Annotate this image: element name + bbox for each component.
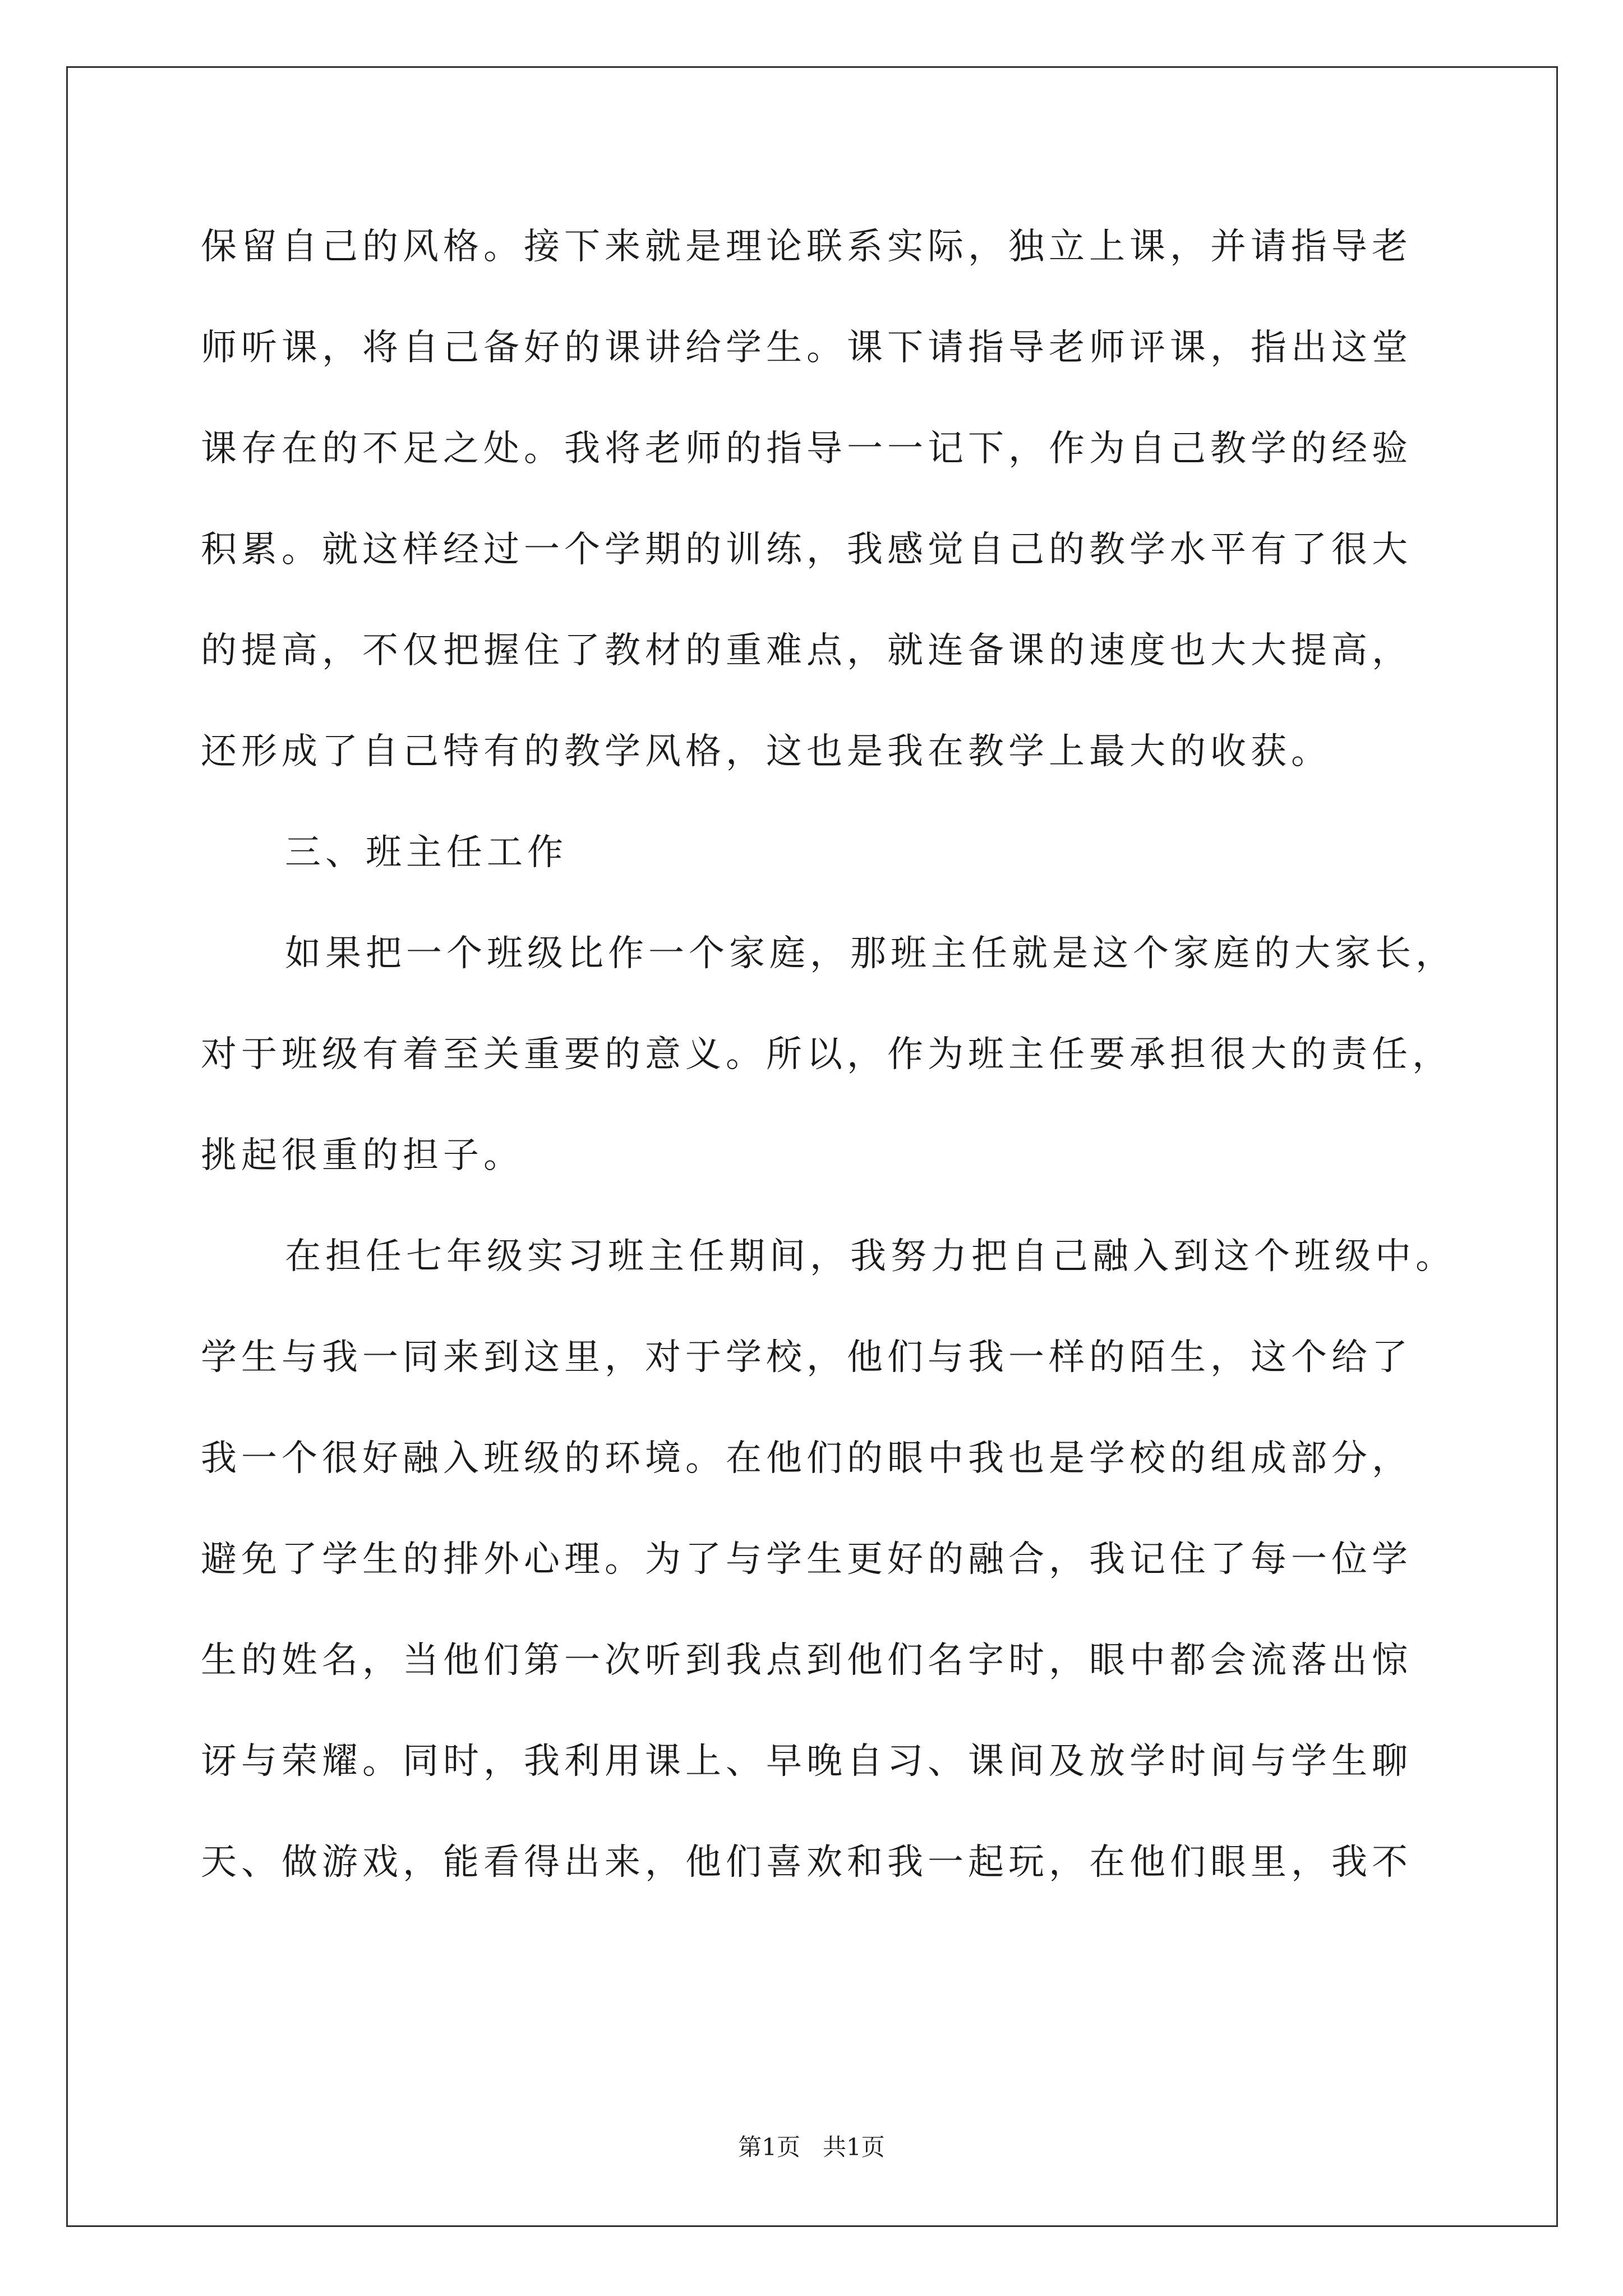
text-line: 在担任七年级实习班主任期间，我努力把自己融入到这个班级中。 [285,1236,1456,1277]
text-line: 避免了学生的排外心理。为了与学生更好的融合，我记住了每一位学 [201,1539,1412,1580]
page-footer: 第1页 共1页 [738,2133,885,2161]
text-line: 课存在的不足之处。我将老师的指导一一记下，作为自己教学的经验 [201,428,1412,470]
text-line: 保留自己的风格。接下来就是理论联系实际，独立上课，并请指导老 [201,226,1412,268]
text-line: 如果把一个班级比作一个家庭，那班主任就是这个家庭的大家长， [285,933,1456,974]
text-line: 挑起很重的担子。 [201,1135,524,1176]
text-line: 生的姓名，当他们第一次听到我点到他们名字时，眼中都会流落出惊 [201,1640,1412,1681]
text-line: 学生与我一同来到这里，对于学校，他们与我一样的陌生，这个给了 [201,1337,1412,1378]
text-line: 天、做游戏，能看得出来，他们喜欢和我一起玩，在他们眼里，我不 [201,1842,1412,1883]
text-line: 对于班级有着至关重要的意义。所以，作为班主任要承担很大的责任， [201,1034,1453,1075]
text-line: 还形成了自己特有的教学风格，这也是我在教学上最大的收获。 [201,731,1331,772]
text-line: 讶与荣耀。同时，我利用课上、早晚自习、课间及放学时间与学生聊 [201,1741,1412,1782]
section-heading: 三、班主任工作 [285,832,568,873]
text-line: 积累。就这样经过一个学期的训练，我感觉自己的教学水平有了很大 [201,529,1412,570]
text-line: 的提高，不仅把握住了教材的重难点，就连备课的速度也大大提高， [201,630,1412,671]
document-body [201,213,1456,1930]
text-line: 师听课，将自己备好的课讲给学生。课下请指导老师评课，指出这堂 [201,327,1412,369]
text-line: 我一个很好融入班级的环境。在他们的眼中我也是学校的组成部分， [201,1438,1412,1479]
